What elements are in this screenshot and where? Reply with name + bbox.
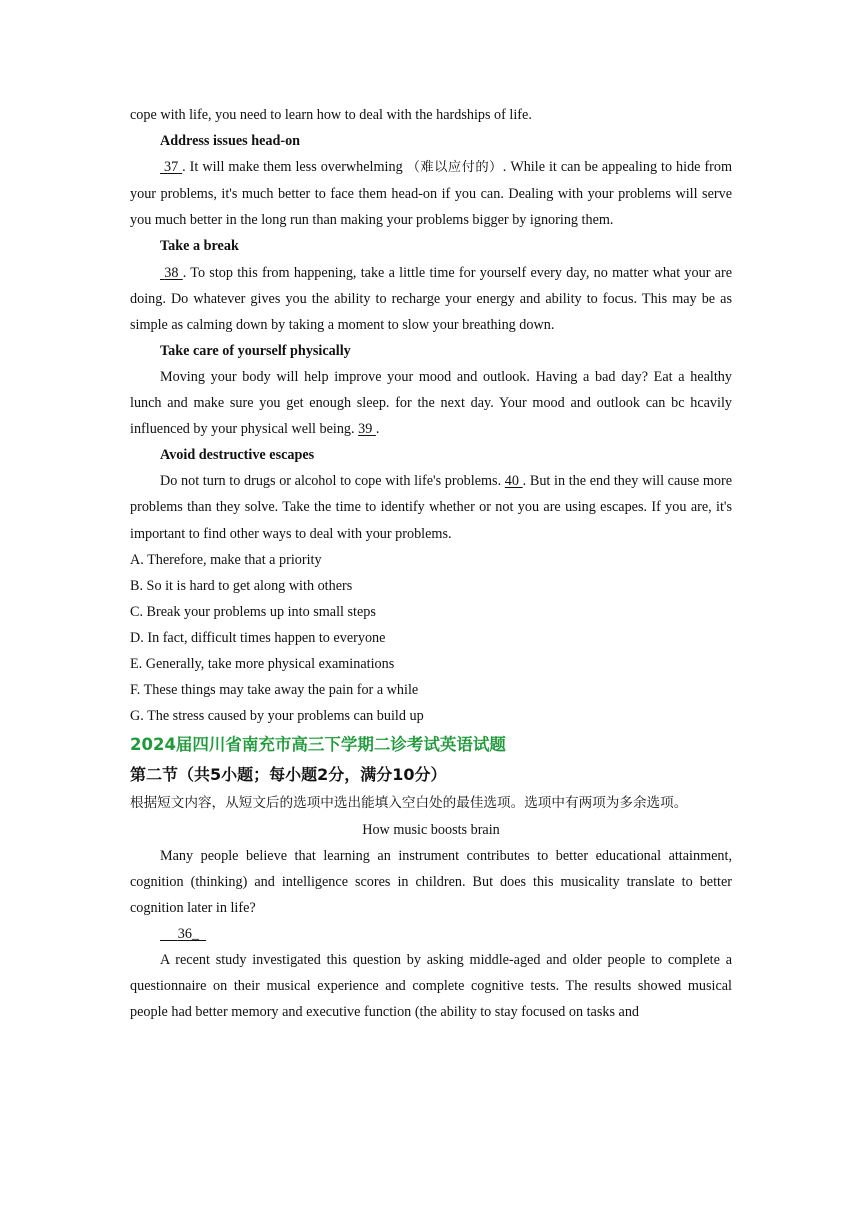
option-e: E. Generally, take more physical examinations (130, 655, 395, 672)
blank-38[interactable]: 38 (164, 264, 179, 281)
exam-title: 2024届四川省南充市高三下学期二诊考试英语试题 (130, 735, 506, 755)
option-g: G. The stress caused by your problems can build up (130, 708, 424, 725)
paragraph-music-study: A recent study investigated this question by asking middle-aged and older people to complete a questionnaire on their musical experience and complete cognitive tests. The results showed musical people had better memory and executive function (the ability to stay focused on tasks and (130, 952, 732, 1021)
heading-avoid-escapes: Avoid destructive escapes (160, 447, 315, 464)
chinese-gloss: （难以应付的） (406, 160, 503, 176)
option-a: A. Therefore, make that a priority (130, 551, 322, 568)
section-title: 第二节（共5小题；每小题2分，满分10分） (130, 765, 447, 785)
paragraph-physical: Moving your body will help improve your mood and outlook. Having a bad day? Eat a healthy lunch and make sure you get enough sleep. for the next day. Your mood and outlook can bc hcavily influenced by your physical well being. 39 . (130, 368, 732, 438)
paragraph-address-issues: 37 . It will make them less overwhelming （难以应付的）. While it can be appealing to hide from your problems, it's much better to face them head-on if you can. Dealing with your problems will serve you much better in the long run than making your problems bigger by ignoring them. (130, 159, 733, 229)
passage-title: How music boosts brain (362, 821, 500, 838)
blank-39[interactable]: 39 (358, 421, 373, 438)
heading-physical: Take care of yourself physically (160, 342, 351, 359)
option-c: C. Break your problems up into small steps (130, 603, 376, 620)
paragraph-music-intro: Many people believe that learning an instrument contributes to better educational attainment, cognition (thinking) and intelligence scores in children. But does this musicality translate to better cognition later in life? (130, 847, 732, 917)
option-b: B. So it is hard to get along with others (130, 577, 353, 594)
blank-36[interactable]: 36_ (177, 926, 207, 943)
heading-address-issues: Address issues head-on (160, 133, 301, 150)
blank-36-line (130, 921, 732, 947)
paragraph-take-a-break: 38 . To stop this from happening, take a little time for yourself every day, no matter what your are doing. Do whatever gives you the ability to recharge your energy and ability to focus. This may be as simple as calming down by taking a moment to slow your breathing down. (130, 264, 733, 333)
option-f: F. These things may take away the pain for a while (130, 682, 419, 699)
paragraph-avoid-escapes: Do not turn to drugs or alcohol to cope with life's problems. 40 . But in the end they will cause more problems than they solve. Take the time to identify whether or not you are using escapes. If you are, it's important to find other ways to deal with your problems. (130, 473, 733, 542)
option-d: D. In fact, difficult times happen to everyone (130, 629, 386, 646)
instructions: 根据短文内容，从短文后的选项中选出能填入空白处的最佳选项。选项中有两项为多余选项。 (130, 795, 688, 812)
options-list (130, 547, 732, 730)
passage-intro-end: cope with life, you need to learn how to deal with the hardships of life. (130, 107, 532, 123)
blank-37[interactable]: 37 (163, 159, 179, 176)
blank-40[interactable]: 40 (504, 473, 519, 490)
document-content (130, 102, 732, 1026)
heading-take-a-break: Take a break (160, 238, 239, 255)
